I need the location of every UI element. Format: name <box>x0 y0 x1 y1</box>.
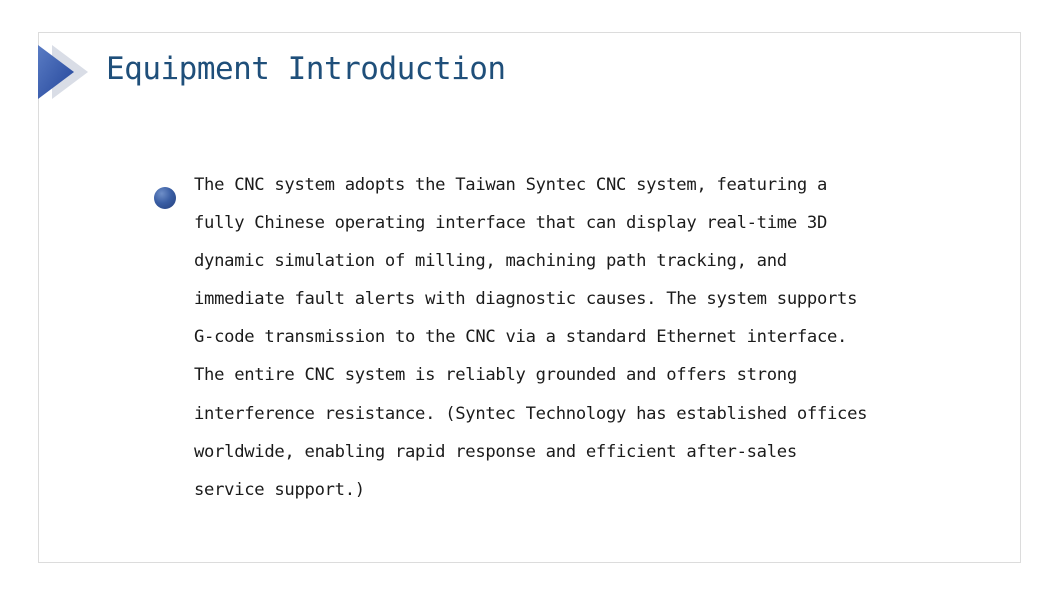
circle-bullet-icon <box>154 187 176 209</box>
bullet-paragraph: The CNC system adopts the Taiwan Syntec CNC system, featuring a fully Chinese operating interface that can display real-time 3D dynamic simulation of milling, machining path tracking, and immediate fault alerts with diagnostic causes. The system supports G-code transmission to the CNC via a standard Ethernet interface. The entire CNC system is reliably grounded and offers strong interference resistance. (Syntec Technology has established offices worldwide, enabling rapid response and efficient after-sales service support.) <box>194 175 868 500</box>
page-title: Equipment Introduction <box>106 51 506 87</box>
chevron-triangle-icon <box>38 45 88 99</box>
